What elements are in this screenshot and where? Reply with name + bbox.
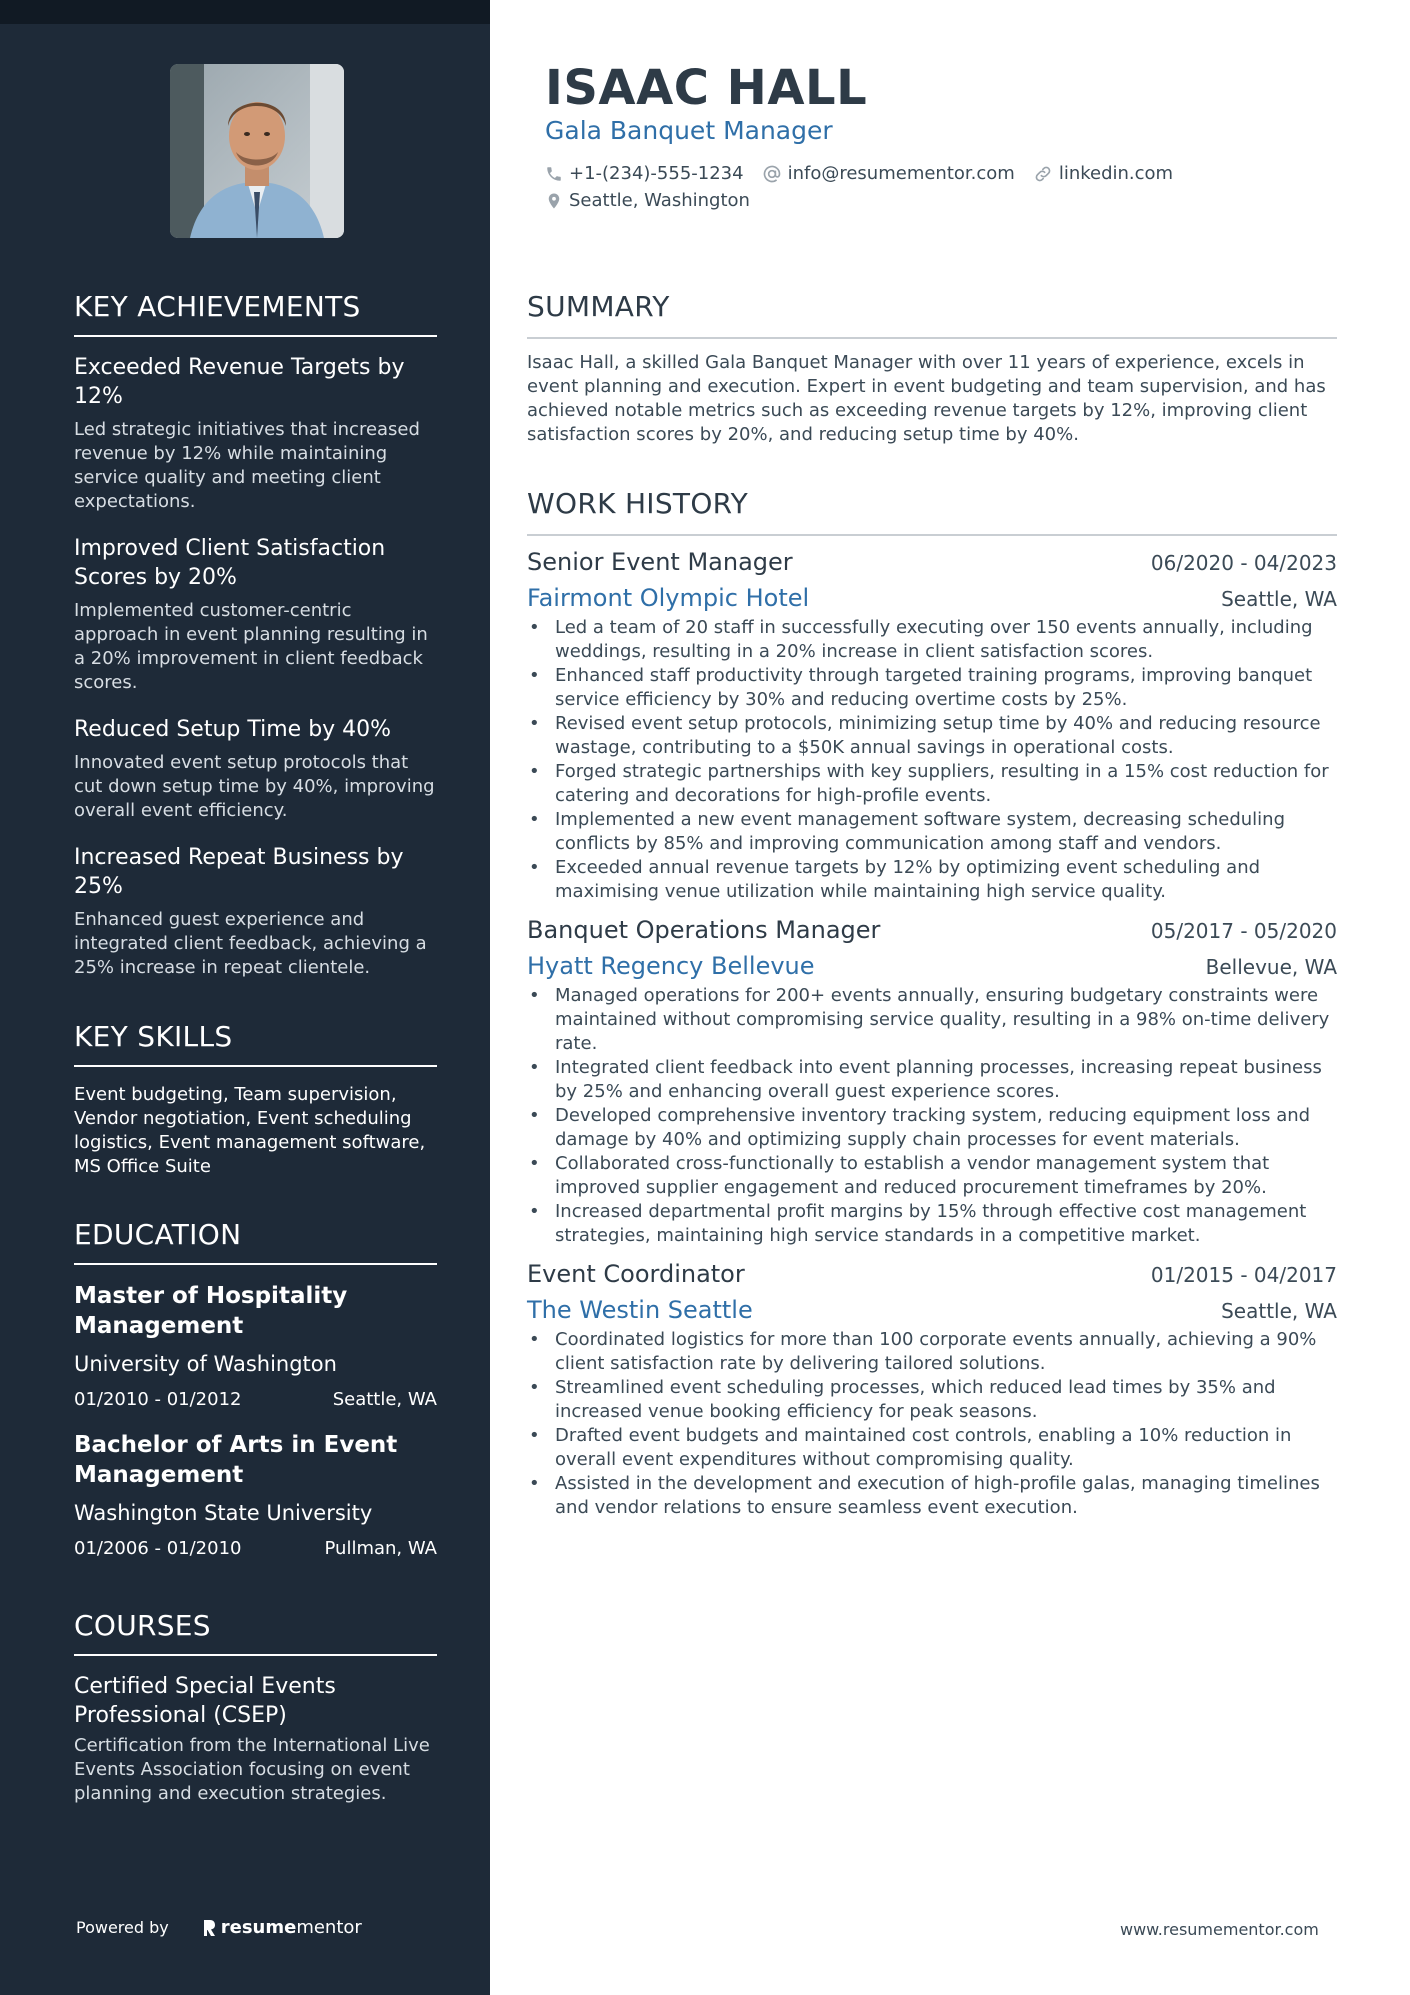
education-heading: EDUCATION [74,1218,437,1265]
job-company: The Westin Seattle [527,1296,753,1324]
job-bullet: • Exceeded annual revenue targets by 12% by optimizing event scheduling and maximising venue utilization while maintaining high service quality. [527,856,1337,904]
email-text: info@resumementor.com [787,163,1015,184]
logo-thin-text: mentor [296,1917,362,1938]
job-entry [527,916,1337,1248]
job-bullet: • Streamlined event scheduling processes, which reduced lead times by 35% and increased venue booking efficiency for peak seasons. [527,1376,1337,1424]
education-item [74,1430,437,1561]
sidebar-top-bar [0,0,490,24]
job-bullet: • Implemented a new event management software system, decreasing scheduling conflicts by 85% and improving communication among staff and vendors. [527,808,1337,856]
contact-email[interactable] [762,163,1015,184]
job-bullet: • Forged strategic partnerships with key suppliers, resulting in a 15% cost reduction for catering and decorations for high-profile events. [527,760,1337,808]
logo-bold-text: resume [220,1917,297,1938]
education-section [74,1218,437,1579]
job-role: Senior Event Manager [527,548,793,576]
job-dates: 01/2015 - 04/2017 [1150,1263,1337,1287]
powered-by [76,1917,362,1938]
job-bullets [527,616,1337,904]
work-history-section [527,487,1337,1532]
education-degree: Bachelor of Arts in Event Management [74,1432,398,1488]
course-title: Certified Special Events Professional (CSEP) [74,1674,336,1728]
link-icon [1033,164,1053,184]
location-text: Seattle, Washington [569,190,750,211]
profile-photo [170,64,344,238]
job-dates: 06/2020 - 04/2023 [1150,551,1337,575]
summary-heading: SUMMARY [527,290,1337,339]
job-location: Seattle, WA [1221,587,1337,611]
education-location: Seattle, WA [332,1389,437,1410]
job-entry [527,548,1337,904]
location-pin-icon [545,191,563,211]
education-item [74,1281,437,1412]
job-bullet: • Developed comprehensive inventory tracking system, reducing equipment loss and damage by 40% and optimizing supply chain processes for event materials. [527,1104,1337,1152]
powered-by-label: Powered by [76,1918,169,1937]
achievement-item [74,353,437,514]
linkedin-text: linkedin.com [1058,163,1174,184]
key-skills-section [74,1020,437,1179]
contact-location [545,190,750,211]
achievement-item [74,843,437,980]
achievement-title: Increased Repeat Business by 25% [74,845,404,899]
education-meta [74,1537,437,1561]
achievement-item [74,715,437,823]
achievement-description: Implemented customer-centric approach in event planning resulting in a 20% improvement in client feedback scores. [74,600,428,693]
job-bullets [527,1328,1337,1520]
job-bullet: • Collaborated cross-functionally to establish a vendor management system that improved supplier engagement and reduced procurement timeframes by 20%. [527,1152,1337,1200]
courses-section [74,1609,437,1806]
contact-phone[interactable] [545,163,744,184]
contact-row [545,163,1191,184]
job-entry [527,1260,1337,1520]
resumementor-logo[interactable] [201,1917,362,1938]
summary-text: Isaac Hall, a skilled Gala Banquet Manager with over 11 years of experience, excels in event planning and execution. Expert in event budgeting and team supervision, and has achieved notable metrics such as exceeding revenue targets by 12%, improving client satisfaction scores by 20%, and reducing setup time by 40%. [527,352,1326,445]
courses-heading: COURSES [74,1609,437,1656]
job-bullets [527,984,1337,1248]
achievement-description: Led strategic initiatives that increased revenue by 12% while maintaining service quality and meeting client expectations. [74,419,420,512]
achievement-title: Improved Client Satisfaction Scores by 20% [74,536,386,590]
achievement-description: Enhanced guest experience and integrated client feedback, achieving a 25% increase in repeat clientele. [74,909,427,978]
work-history-heading: WORK HISTORY [527,487,1337,536]
phone-text: +1-(234)-555-1234 [569,163,744,184]
job-bullet: • Increased departmental profit margins by 15% through effective cost management strategies, maintaining high service standards in a competitive market. [527,1200,1337,1248]
footer-url[interactable]: www.resumementor.com [1120,1920,1319,1939]
achievement-title: Exceeded Revenue Targets by 12% [74,355,405,409]
candidate-title: Gala Banquet Manager [545,116,833,145]
education-dates: 01/2006 - 01/2010 [74,1538,242,1559]
achievement-description: Innovated event setup protocols that cut down setup time by 40%, improving overall event efficiency. [74,752,435,821]
key-achievements-heading: KEY ACHIEVEMENTS [74,290,437,337]
at-sign-icon [762,164,782,184]
skills-list: Event budgeting, Team supervision, Vendor negotiation, Event scheduling logistics, Event management software, MS Office Suite [74,1084,426,1177]
job-bullet: • Managed operations for 200+ events annually, ensuring budgetary constraints were maintained without compromising service quality, resulting in a 98% on-time delivery rate. [527,984,1337,1056]
education-degree: Master of Hospitality Management [74,1283,348,1339]
job-location: Seattle, WA [1221,1299,1337,1323]
job-bullet: • Assisted in the development and execution of high-profile galas, managing timelines and vendor relations to ensure seamless event execution. [527,1472,1337,1520]
achievement-item [74,534,437,695]
resumementor-logo-icon [201,1918,217,1938]
sidebar [0,0,490,1995]
job-bullet: • Revised event setup protocols, minimizing setup time by 40% and reducing resource wastage, contributing to a $50K annual savings in operational costs. [527,712,1337,760]
education-school: Washington State University [74,1501,373,1525]
job-bullet: • Led a team of 20 staff in successfully executing over 150 events annually, including weddings, resulting in a 20% increase in client satisfaction scores. [527,616,1337,664]
candidate-name: ISAAC HALL [545,60,868,116]
job-role: Event Coordinator [527,1260,745,1288]
phone-icon [545,165,563,183]
education-location: Pullman, WA [324,1538,437,1559]
summary-section [527,290,1337,447]
job-bullet: • Enhanced staff productivity through targeted training programs, improving banquet service efficiency by 30% and reducing overtime costs by 25%. [527,664,1337,712]
education-meta [74,1388,437,1412]
job-dates: 05/2017 - 05/2020 [1150,919,1337,943]
job-bullet: • Coordinated logistics for more than 100 corporate events annually, achieving a 90% client satisfaction rate by delivering tailored solutions. [527,1328,1337,1376]
education-school: University of Washington [74,1352,337,1376]
job-bullet: • Drafted event budgets and maintained cost controls, enabling a 10% reduction in overall event expenditures without compromising quality. [527,1424,1337,1472]
job-company: Hyatt Regency Bellevue [527,952,815,980]
job-location: Bellevue, WA [1205,955,1337,979]
key-achievements-section [74,290,437,1000]
achievement-title: Reduced Setup Time by 40% [74,717,392,742]
education-dates: 01/2010 - 01/2012 [74,1389,242,1410]
key-skills-heading: KEY SKILLS [74,1020,437,1067]
course-description: Certification from the International Live Events Association focusing on event planning and execution strategies. [74,1735,430,1804]
job-role: Banquet Operations Manager [527,916,881,944]
job-company: Fairmont Olympic Hotel [527,584,810,612]
contact-linkedin[interactable] [1033,163,1173,184]
job-bullet: • Integrated client feedback into event planning processes, increasing repeat business by 25% and enhancing overall guest experience scores. [527,1056,1337,1104]
